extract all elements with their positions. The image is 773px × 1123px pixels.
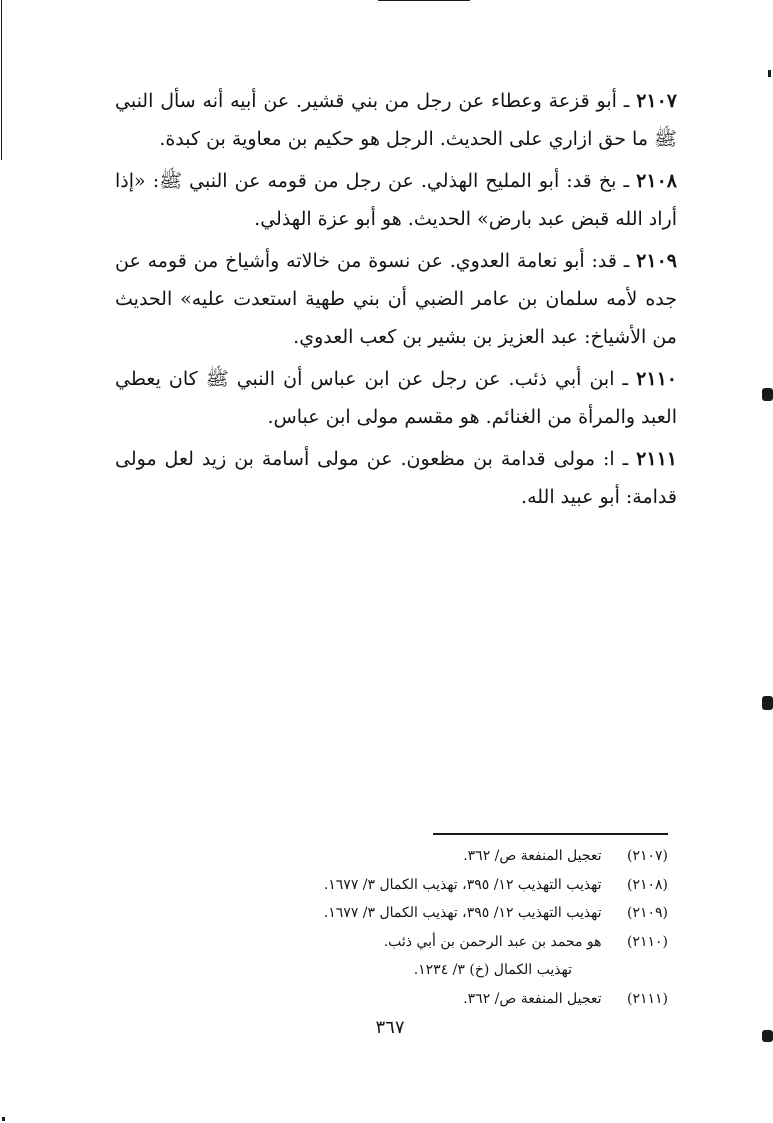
entry-number: ٢١٠٨ <box>636 170 677 192</box>
entry-number: ٢١٠٩ <box>636 250 677 272</box>
footnote-text: تعجيل المنفعة ص/ ٣٦٢. <box>463 990 602 1007</box>
scan-mark-right-4 <box>762 1030 773 1042</box>
footnote-text: تهذيب الكمال (خ) ٣/ ١٢٣٤. <box>413 962 572 978</box>
footnote-item <box>200 985 668 1014</box>
entry-2107 <box>115 82 677 158</box>
footnote-item <box>200 928 668 957</box>
entry-number: ٢١١١ <box>636 448 677 470</box>
entry-dash: ـ <box>622 368 629 390</box>
footnote-ref: (٢١١٠) <box>626 933 668 950</box>
scan-mark-left-edge <box>1 0 2 160</box>
entry-dash: ـ <box>623 170 630 192</box>
footnotes <box>200 842 668 1013</box>
entry-text: ا: مولى قدامة بن مظعون. عن مولى أسامة بن زيد لعل مولى قدامة: أبو عبيد الله. <box>115 448 677 508</box>
footnote-text: تعجيل المنفعة ص/ ٣٦٢. <box>463 848 602 864</box>
footnote-text: هو محمد بن عبد الرحمن بن أبي ذئب. <box>383 933 602 950</box>
footnote-divider <box>433 833 668 835</box>
page-number: ٣٦٧ <box>375 1017 405 1038</box>
footnote-item <box>200 842 668 871</box>
footnote-item <box>200 871 668 900</box>
footnote-ref: (٢١٠٨) <box>626 876 668 893</box>
scan-mark-right-2 <box>762 388 773 401</box>
scan-mark-right-1 <box>768 70 771 77</box>
entry-dash: ـ <box>623 250 630 272</box>
scan-mark-right-3 <box>762 696 773 710</box>
entry-2108 <box>115 162 677 238</box>
footnote-item <box>200 899 668 928</box>
scan-mark-bottom-left <box>2 1117 5 1121</box>
entry-2110 <box>115 360 677 436</box>
main-text <box>115 82 677 520</box>
footnote-ref: (٢١١١) <box>626 990 668 1007</box>
scan-mark-top-line <box>378 0 470 1</box>
entry-2109 <box>115 242 677 356</box>
entry-dash: ـ <box>622 448 629 470</box>
entry-text: أبو قزعة وعطاء عن رجل من بني قشير. عن أبيه أنه سأل النبي ﷺ ما حق ازاري على الحديث. الرجل هو حكيم بن معاوية بن كبدة. <box>115 90 677 150</box>
footnote-ref: (٢١٠٩) <box>626 905 668 921</box>
footnote-text: تهذيب التهذيب ١٢/ ٣٩٥، تهذيب الكمال ٣/ ١٦٧٧. <box>323 905 602 921</box>
entry-number: ٢١١٠ <box>636 368 677 390</box>
entry-text: بخ قد: أبو المليح الهذلي. عن رجل من قومه عن النبي ﷺ: «إذا أراد الله قبض عبد بارض» الحديث. هو أبو عزة الهذلي. <box>115 170 677 230</box>
entry-number: ٢١٠٧ <box>636 90 678 112</box>
footnote-text: تهذيب التهذيب ١٢/ ٣٩٥، تهذيب الكمال ٣/ ١٦٧٧. <box>323 876 602 893</box>
entry-dash: ـ <box>623 90 630 112</box>
entry-text: ابن أبي ذئب. عن رجل عن ابن عباس أن النبي ﷺ كان يعطي العبد والمرأة من الغنائم. هو مقسم مولى ابن عباس. <box>115 368 677 428</box>
entry-text: قد: أبو نعامة العدوي. عن نسوة من خالاته وأشياخ من قومه عن جده لأمه سلمان بن عامر الضبي أن بني طهية استعدت عليه» الحديث من الأشياخ: عبد العزيز بن بشير بن كعب العدوي. <box>115 250 677 348</box>
entry-2111 <box>115 440 677 516</box>
footnote-continuation <box>200 956 668 985</box>
footnote-ref: (٢١٠٧) <box>626 848 668 864</box>
